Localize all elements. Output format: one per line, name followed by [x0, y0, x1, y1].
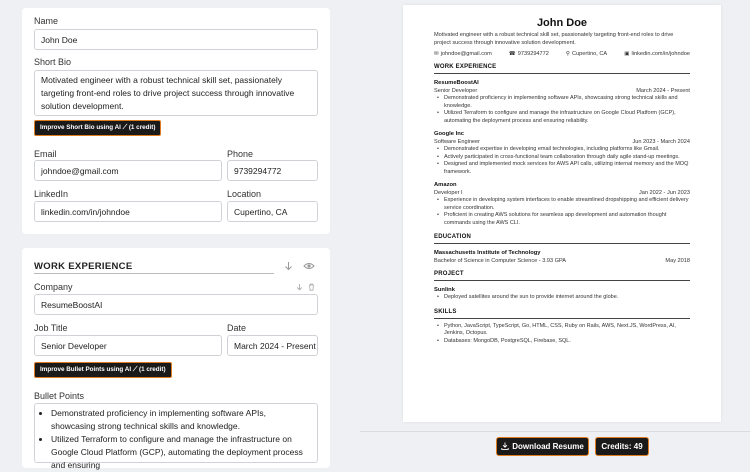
skills-list: [434, 323, 690, 346]
resume-summary: Motivated engineer with a robust technical skill set, passionately targeting front-end roles to drive project success through innovative solution development.: [434, 32, 674, 46]
resume-job: [434, 182, 690, 227]
job-meta: [434, 139, 690, 145]
email-input[interactable]: johndoe@gmail.com: [34, 160, 222, 181]
contact-location: ⚲ Cupertino, CA: [565, 51, 608, 57]
phone-icon: ☎: [508, 51, 516, 57]
resume-project-header: PROJECT: [434, 271, 690, 281]
job-bullet: • Designed and implemented mock services for AWS API calls, utilizing internal memory and the MOQ framework.: [434, 161, 690, 176]
resume-contacts: [434, 51, 690, 57]
work-experience-panel: [22, 248, 330, 468]
bullets-label: Bullet Points: [34, 391, 85, 401]
job-dates: March 2024 - Present: [636, 88, 690, 94]
job-title-input[interactable]: Senior Developer: [34, 335, 222, 356]
grad-date: May 2018: [665, 258, 690, 264]
job-dates: Jun 2023 - March 2024: [632, 139, 690, 145]
job-title: Senior Developer: [434, 88, 478, 94]
footer-divider: [360, 431, 750, 432]
bullet-item: • Demonstrated proficiency in implementing software APIs, showcasing strong technical skills and knowledge.: [51, 407, 311, 433]
linkedin-input[interactable]: linkedin.com/in/johndoe: [34, 201, 222, 222]
project-name: Sunlink: [434, 287, 455, 293]
job-bullets: [434, 95, 690, 125]
project-bullet: • Deployed satellites around the sun to provide internet around the globe.: [434, 294, 690, 302]
project-bullets: [434, 294, 690, 302]
job-bullet: • Experience in developing system interfaces to enable streamlined dropshipping and efficient delivery service coordination.: [434, 197, 690, 212]
location-pin-icon: ⚲: [565, 51, 571, 57]
resume-job: [434, 131, 690, 176]
bio-textarea[interactable]: Motivated engineer with a robust technical skill set, passionately targeting front-end roles to drive project success through innovative solution development.: [34, 70, 318, 116]
improve-bullets-button[interactable]: Improve Bullet Points using AI ⟋ (1 credit): [34, 362, 172, 378]
resume-name: John Doe: [536, 17, 588, 29]
linkedin-icon: ▣: [624, 51, 630, 57]
date-label: Date: [227, 323, 247, 333]
location-input[interactable]: Cupertino, CA: [227, 201, 318, 222]
mail-icon: ✉: [434, 51, 439, 57]
degree-row: [434, 258, 690, 264]
date-input[interactable]: March 2024 - Present: [227, 335, 318, 356]
job-meta: [434, 190, 690, 196]
job-title-label: Job Title: [34, 323, 68, 333]
job-meta: [434, 88, 690, 94]
eye-icon[interactable]: [303, 261, 315, 273]
job-bullets: [434, 197, 690, 227]
company-label: Company: [34, 282, 73, 292]
resume-job: [434, 80, 690, 125]
job-bullets: [434, 146, 690, 176]
resume-preview: [403, 5, 721, 422]
job-dates: Jan 2022 - Jun 2023: [638, 190, 690, 196]
job-bullet: • Proficient in creating AWS solutions for seamless app development and automation thought commands using the AWS CLI.: [434, 212, 690, 227]
contact-linkedin: ▣ linkedin.com/in/johndoe: [624, 51, 690, 57]
company-input[interactable]: ResumeBoostAI: [34, 294, 318, 315]
job-company: ResumeBoostAI: [434, 80, 479, 86]
improve-bio-button[interactable]: Improve Short Bio using AI ⟋ (1 credit): [34, 120, 161, 136]
contact-phone: ☎ 9739294772: [508, 51, 549, 57]
location-label: Location: [227, 189, 262, 199]
email-label: Email: [34, 149, 57, 159]
job-bullet: • Actively participated in cross-functional team collaboration through daily agile stand-up meetings.: [434, 154, 690, 162]
bio-label: Short Bio: [34, 57, 72, 67]
job-bullet: • Demonstrated proficiency in implementing software APIs, showcasing strong technical skills and knowledge.: [434, 95, 690, 110]
job-title: Developer I: [434, 190, 463, 196]
school-name: Massachusetts Institute of Technology: [434, 250, 541, 256]
contact-email: ✉ johndoe@gmail.com: [434, 51, 492, 57]
work-experience-title: WORK EXPERIENCE: [34, 261, 133, 272]
arrow-down-icon[interactable]: [284, 261, 293, 273]
resume-education-header: EDUCATION: [434, 234, 690, 244]
section-divider: [34, 273, 274, 274]
phone-label: Phone: [227, 149, 254, 159]
job-bullet: • Demonstrated expertise in developing email technologies, including platforms like Gmail.: [434, 146, 690, 154]
download-label: Download Resume: [512, 442, 584, 451]
job-company: Amazon: [434, 182, 457, 188]
job-company: Google Inc: [434, 131, 464, 137]
job-title: Software Engineer: [434, 139, 481, 145]
skill-item: • Python, JavaScript, TypeScript, Go, HTML, CSS, Ruby on Rails, AWS, Next.JS, WordPress, AI, Jenkins, Octopus.: [434, 323, 690, 338]
personal-info-panel: [22, 8, 330, 234]
linkedin-label: LinkedIn: [34, 189, 69, 199]
skill-item: • Databases: MongoDB, PostgreSQL, Firebase, SQL.: [434, 338, 690, 346]
name-input[interactable]: John Doe: [34, 29, 318, 50]
job-bullet: • Utilized Terraform to configure and manage the infrastructure on Google Cloud Platform (GCP), automating the deployment process and ensuring reliability.: [434, 110, 690, 125]
bullets-textarea[interactable]: [34, 403, 318, 470]
bullet-item: • Utilized Terraform to configure and manage the infrastructure on Google Cloud Platform (GCP), automating the deployment process and ensuring: [51, 433, 311, 472]
credits-badge: Credits: 49: [595, 437, 649, 456]
download-resume-button[interactable]: [496, 437, 589, 456]
download-icon: [501, 442, 509, 452]
degree: Bachelor of Science in Computer Science - 3.93 GPA: [434, 258, 567, 264]
resume-work-header: WORK EXPERIENCE: [434, 64, 690, 74]
name-label: Name: [34, 16, 59, 26]
resume-skills-header: SKILLS: [434, 309, 690, 319]
phone-input[interactable]: 9739294772: [227, 160, 318, 181]
